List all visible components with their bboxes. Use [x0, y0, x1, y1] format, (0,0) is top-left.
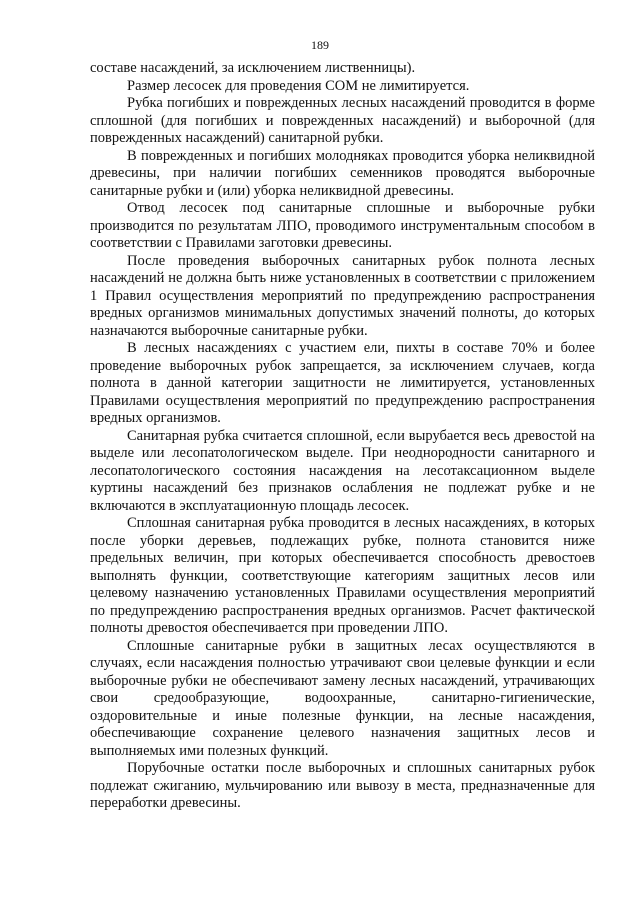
paragraph-logging-residues: Порубочные остатки после выборочных и сплошных санитарных рубок подлежат сжиганию, мульчированию или вывозу в места, предназначенные для переработки древесины. [90, 760, 595, 811]
paragraph-lot-size: Размер лесосек для проведения СОМ не лимитируется. [127, 77, 470, 94]
paragraph-spruce-fir: В лесных насаждениях с участием ели, пихты в составе 70% и более проведение выборочных рубок запрещается, за исключением случаев, когда полнота в данной категории защитности не лимитируется, установленных Правилами осуществления мероприятий по предупреждению распространения вредных организмов. [90, 340, 595, 426]
page-number: 189 [311, 38, 329, 52]
paragraph-clear-cut-conditions: Сплошная санитарная рубка проводится в лесных насаждениях, в которых после уборки деревьев, подлежащих рубке, полнота становится ниже предельных величин, при которых обеспечивается способность древостоев выполнять функции, соответствующие категориям защитных лесов или целевому назначению установленных Правилами осуществления мероприятий по предупреждению распространения вредных организмов. Расчет фактической полноты древостоя обеспечивается при проведении ЛПО. [90, 515, 595, 636]
paragraph-felling-forms: Рубка погибших и поврежденных лесных насаждений проводится в форме сплошной (для погибших и поврежденных насаждений) и выборочной (для поврежденных насаждений) санитарной рубки. [90, 95, 595, 146]
paragraph-stand-density: После проведения выборочных санитарных рубок полнота лесных насаждений не должна быть ниже установленных в соответствии с приложением 1 Правил осуществления мероприятий по предупреждению распространения вредных организмов минимальных допустимых значений полноты, до которых назначаются выборочные санитарные рубки. [90, 252, 595, 339]
paragraph-continuation: составе насаждений, за исключением лиственницы). [90, 60, 416, 76]
paragraph-lot-allocation: Отвод лесосек под санитарные сплошные и выборочные рубки производится по результатам ЛПО, проводимого инструментальным способом в соответствии с Правилами заготовки древесины. [90, 200, 595, 251]
paragraph-young-stands: В поврежденных и погибших молодняках проводится уборка неликвидной древесины, при наличии погибших семенников проводятся выборочные санитарные рубки и (или) уборка неликвидной древесины. [90, 147, 595, 199]
document-body [90, 60, 595, 813]
paragraph-protective-forests: Сплошные санитарные рубки в защитных лесах осуществляются в случаях, если насаждения полностью утрачивают свои целевые функции и если выборочные рубки не обеспечивают замену лесных насаждений, утрачивающих свои средообразующие, водоохранные, санитарно-гигиенические, оздоровительные и иные полезные функции, на лесные насаждения, обеспечивающие сохранение целевого назначения защитных лесов и выполняемых ими полезных функций. [90, 637, 595, 759]
paragraph-clear-cut-definition: Санитарная рубка считается сплошной, если вырубается весь древостой на выделе или лесопатологическом выделе. При неоднородности санитарного и лесопатологического состояния насаждения на лесотаксационном выделе куртины насаждений без признаков ослабления не подлежат рубке и не включаются в эксплуатационную площадь лесосек. [90, 427, 595, 514]
